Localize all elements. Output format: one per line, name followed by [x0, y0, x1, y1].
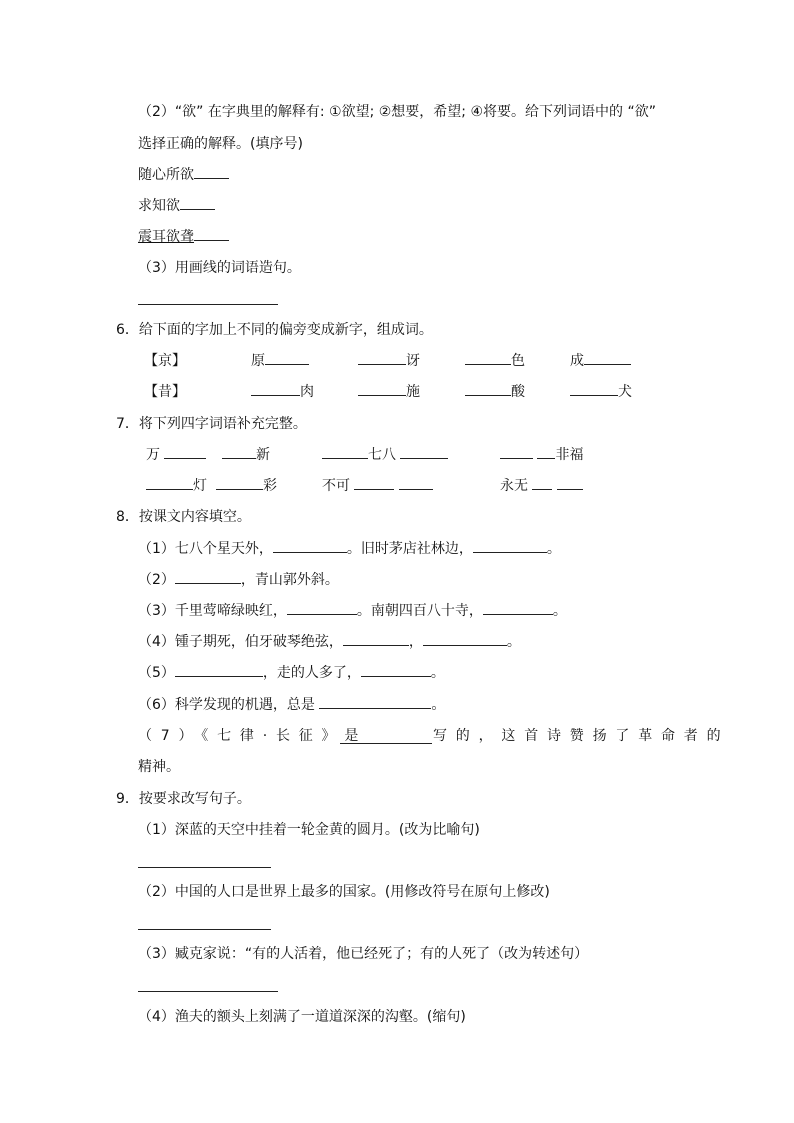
- q5-part3: （3）用画线的词语造句。: [138, 260, 301, 276]
- q9-part1-answer-line[interactable]: [138, 867, 271, 868]
- q5-answer-line[interactable]: [138, 304, 278, 305]
- q8-s7-text-c: 精神。: [138, 759, 180, 775]
- q8-s5-text-a: （5）: [138, 665, 175, 681]
- q6-row1-item4: [570, 351, 631, 371]
- q5-part2-line2: 选择正确的解释。(填序号): [138, 136, 303, 152]
- q7-r1-item2-blank[interactable]: [222, 445, 256, 459]
- q8-s4-text-c: 。: [506, 634, 521, 650]
- q7-r1-item3-blank2[interactable]: [400, 445, 448, 459]
- q6-row1-item1: [251, 351, 309, 371]
- q6-row2-item2-blank[interactable]: [358, 382, 406, 396]
- q8-s6-text-b: 。: [431, 697, 446, 713]
- q6-row1-item1-blank[interactable]: [265, 351, 309, 365]
- q8-s6-blank1[interactable]: [319, 695, 431, 709]
- q9-title: 9．按要求改写句子。: [116, 791, 251, 807]
- q7-r2-item3-blank2[interactable]: [399, 476, 433, 490]
- q8-s2-text-b: ，青山郭外斜。: [240, 572, 339, 588]
- q8-s4-text-a: （4）锺子期死，伯牙破琴绝弦，: [138, 634, 343, 650]
- q8-s3-text-b: 。南朝四百八十寺，: [356, 603, 483, 619]
- q5-word3-text: 震耳欲聋: [138, 229, 194, 245]
- q7-r1-item2: [222, 445, 270, 465]
- q7-r2-item4: [500, 476, 583, 496]
- q6-row1-item1-text: 原: [251, 353, 265, 369]
- q6-row2-item1: [251, 382, 314, 402]
- q7-r2-item3: [322, 476, 433, 496]
- q6-row1-item2-text: 讶: [406, 353, 420, 369]
- q8-s7-text-a: （7）《七律·长征》是: [138, 728, 368, 744]
- q8-s6-text-a: （6）科学发现的机遇，总是: [138, 697, 315, 713]
- q6-row1-item4-text: 成: [570, 353, 584, 369]
- q8-s1-text-a: （1）七八个星天外，: [138, 541, 273, 557]
- q8-s4-blank2[interactable]: [423, 632, 507, 646]
- q7-r2-item3-text: 不可: [322, 478, 350, 494]
- q8-s1-text-b: 。旧时茅店社林边，: [346, 541, 473, 557]
- q7-r2-item1-text: 灯: [193, 478, 207, 494]
- q8-s4: [138, 632, 521, 652]
- q7-r2-item1: [146, 476, 207, 496]
- q7-r1-item1: [146, 445, 206, 465]
- q9-part3-answer-line[interactable]: [138, 991, 278, 992]
- q6-row1-item2-blank[interactable]: [358, 351, 406, 365]
- q7-r1-item1-blank[interactable]: [164, 445, 206, 459]
- q9-part2-answer-line[interactable]: [138, 929, 271, 930]
- q9-part3: （3）臧克家说：“有的人活着，他已经死了；有的人死了（改为转述句）: [138, 946, 589, 962]
- q8-s4-blank1[interactable]: [343, 632, 409, 646]
- q5-word1: [138, 165, 229, 185]
- q6-row2-item3-text: 酸: [511, 384, 525, 400]
- q8-s1-blank1[interactable]: [273, 539, 347, 553]
- q7-r1-item2-text: 新: [256, 447, 270, 463]
- q8-s2-blank1[interactable]: [175, 570, 241, 584]
- q8-s2: [138, 570, 339, 590]
- q6-row1-item3-text: 色: [511, 353, 525, 369]
- q8-s1-blank2[interactable]: [473, 539, 547, 553]
- q5-word1-blank[interactable]: [194, 165, 229, 179]
- q7-r1-item3-blank1[interactable]: [322, 445, 368, 459]
- q6-row1-item2: [358, 351, 420, 371]
- q8-s5-text-c: 。: [430, 665, 445, 681]
- q8-s3-text-a: （3）千里莺啼绿映红，: [138, 603, 287, 619]
- q6-row2-item4: [570, 382, 632, 402]
- q6-row1-item4-blank[interactable]: [584, 351, 631, 365]
- q9-part2: （2）中国的人口是世界上最多的国家。(用修改符号在原句上修改): [138, 884, 550, 900]
- q6-row2-item3-blank[interactable]: [465, 382, 511, 396]
- q5-word2: [138, 196, 215, 216]
- q7-r1-item4-blank1[interactable]: [500, 445, 533, 459]
- q8-s5-blank2[interactable]: [361, 663, 431, 677]
- q7-r2-item2-text: 彩: [263, 478, 277, 494]
- q6-row1-item3: [465, 351, 525, 371]
- q7-r2-item4-blank2[interactable]: [557, 476, 583, 490]
- q7-r2-item2-blank[interactable]: [216, 476, 263, 490]
- q8-s3-text-c: 。: [552, 603, 567, 619]
- q6-row1-label: 【京】: [144, 353, 186, 369]
- q5-word1-text: 随心所欲: [138, 167, 194, 183]
- q6-row2-label: 【昔】: [144, 384, 186, 400]
- q8-s2-text-a: （2）: [138, 572, 175, 588]
- q6-row1-item3-blank[interactable]: [465, 351, 511, 365]
- q5-word3: [138, 227, 229, 247]
- q5-word3-blank[interactable]: [194, 227, 229, 241]
- q8-s1-text-c: 。: [546, 541, 561, 557]
- q6-row2-item1-blank[interactable]: [251, 382, 300, 396]
- q6-row2-item1-text: 肉: [300, 384, 314, 400]
- q7-r1-item4-blank2[interactable]: [537, 445, 555, 459]
- q8-title: 8．按课文内容填空。: [116, 509, 251, 525]
- q5-word2-blank[interactable]: [180, 196, 215, 210]
- q8-s7-text-b: 写的，这首诗赞扬了革命者的: [433, 728, 730, 744]
- q5-word2-text: 求知欲: [138, 198, 180, 214]
- q8-s3: [138, 601, 567, 621]
- q6-row2-item4-text: 犬: [618, 384, 632, 400]
- q9-part1: （1）深蓝的天空中挂着一轮金黄的圆月。(改为比喻句): [138, 822, 480, 838]
- q7-r1-item3-text: 七八: [368, 447, 396, 463]
- q8-s4-text-b: ，: [408, 634, 423, 650]
- q7-r1-item3: [322, 445, 448, 465]
- q6-row2-item2: [358, 382, 420, 402]
- q7-r2-item3-blank1[interactable]: [354, 476, 394, 490]
- q8-s5: [138, 663, 445, 683]
- q8-s7-blank1[interactable]: [340, 743, 432, 744]
- q8-s6: [138, 695, 445, 715]
- q7-r2-item4-text: 永无: [500, 478, 528, 494]
- q8-s1: [138, 539, 561, 559]
- q6-title: 6．给下面的字加上不同的偏旁变成新字，组成词。: [116, 322, 433, 338]
- q9-part4: （4）渔夫的额头上刻满了一道道深深的沟壑。(缩句): [138, 1009, 466, 1025]
- q6-row2-item3: [465, 382, 525, 402]
- q8-s5-text-b: ，走的人多了，: [262, 665, 361, 681]
- q7-r2-item4-blank1[interactable]: [532, 476, 552, 490]
- q7-r1-item1-text: 万: [146, 447, 160, 463]
- q8-s3-blank1[interactable]: [287, 601, 357, 615]
- q6-row2-item4-blank[interactable]: [570, 382, 618, 396]
- q8-s5-blank1[interactable]: [175, 663, 263, 677]
- q7-r1-item4: [500, 445, 583, 465]
- q7-r2-item1-blank[interactable]: [146, 476, 193, 490]
- q7-r1-item4-text: 非福: [555, 447, 584, 463]
- q5-part2-line1: （2）“欲” 在字典里的解释有: ①欲望; ②想要，希望; ④将要。给下列词语中的 “欲”: [138, 104, 656, 120]
- q6-row2-item2-text: 施: [406, 384, 420, 400]
- q8-s3-blank2[interactable]: [483, 601, 553, 615]
- q7-r2-item2: [216, 476, 277, 496]
- q7-title: 7．将下列四字词语补充完整。: [116, 416, 307, 432]
